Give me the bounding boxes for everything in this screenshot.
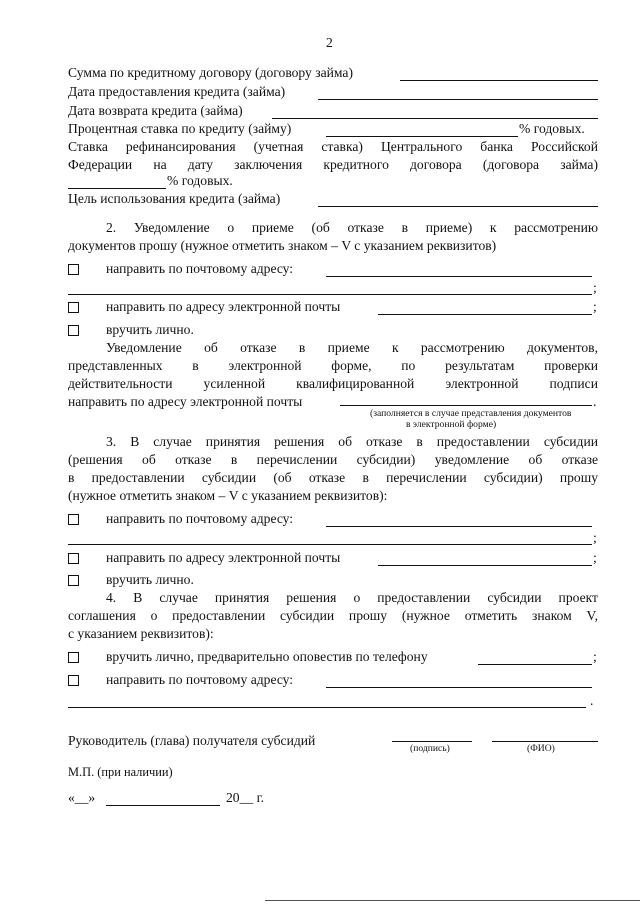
- section2-post-field-line2[interactable]: [68, 294, 592, 295]
- section2-email-checkbox[interactable]: [68, 302, 79, 313]
- section4-phone-checkbox[interactable]: [68, 652, 79, 663]
- scan-edge-line: [265, 900, 640, 901]
- page-number: 2: [326, 35, 333, 50]
- section4-post-field-line2[interactable]: [68, 707, 586, 708]
- section4-post-field[interactable]: [326, 687, 592, 688]
- section2-line1: 2. Уведомление о приеме (об отказе в приеме) к рассмотрению: [106, 220, 598, 235]
- section4-line3: с указанием реквизитов):: [68, 626, 214, 641]
- section4-post-checkbox[interactable]: [68, 675, 79, 686]
- section2-note-line2: в электронной форме): [406, 419, 497, 430]
- section3-hand-checkbox[interactable]: [68, 575, 79, 586]
- section2-email-label: направить по адресу электронной почты: [106, 299, 341, 314]
- section3-line1: 3. В случае принятия решения об отказе в предоставлении субсидии: [106, 434, 598, 449]
- loan-refi-field[interactable]: [68, 188, 166, 189]
- section2-notice-line1: Уведомление об отказе в приеме к рассмотрению документов,: [106, 340, 598, 355]
- signature-head-label: Руководитель (глава) получателя субсидий: [68, 733, 316, 748]
- loan-date-return-field[interactable]: [272, 118, 598, 119]
- loan-purpose-field[interactable]: [318, 206, 598, 207]
- section2-email-field[interactable]: [378, 314, 592, 315]
- loan-sum-label: Сумма по кредитному договору (договору займа): [68, 65, 353, 80]
- section4-phone-field[interactable]: [478, 664, 592, 665]
- loan-date-return-label: Дата возврата кредита (займа): [68, 103, 243, 118]
- section3-hand-label: вручить лично.: [106, 572, 194, 587]
- section2-line2: документов прошу (нужное отметить знаком – V с указанием реквизитов): [68, 238, 497, 253]
- period: .: [590, 693, 594, 708]
- section4-line2: соглашения о предоставлении субсидии прошу (нужное отметить знаком V,: [68, 608, 598, 623]
- date-year: 20__ г.: [226, 790, 265, 805]
- loan-date-issue-field[interactable]: [318, 99, 598, 100]
- semicolon: ;: [593, 649, 597, 664]
- section2-hand-label: вручить лично.: [106, 322, 194, 337]
- section3-email-field[interactable]: [378, 565, 592, 566]
- section2-notice-line3: действительности усиленной квалифицированной электронной подписи: [68, 376, 598, 391]
- loan-refi-suffix: % годовых.: [167, 173, 233, 188]
- section3-line3: в предоставлении субсидии (об отказе в перечислении субсидии) прошу: [68, 470, 598, 485]
- date-month-field[interactable]: [106, 805, 220, 806]
- semicolon: ;: [593, 280, 597, 295]
- semicolon: ;: [593, 299, 597, 314]
- section2-post-field[interactable]: [326, 276, 592, 277]
- section4-post-label: направить по почтовому адресу:: [106, 672, 294, 687]
- section3-post-label: направить по почтовому адресу:: [106, 511, 294, 526]
- section3-line4: (нужное отметить знаком – V с указанием реквизитов):: [68, 488, 388, 503]
- section2-post-label: направить по почтовому адресу:: [106, 261, 294, 276]
- semicolon: ;: [593, 550, 597, 565]
- section3-post-checkbox[interactable]: [68, 514, 79, 525]
- section3-email-checkbox[interactable]: [68, 553, 79, 564]
- section2-hand-checkbox[interactable]: [68, 325, 79, 336]
- section4-phone-label: вручить лично, предварительно оповестив по телефону: [106, 649, 428, 664]
- date-day: «__»: [68, 790, 96, 805]
- signature-sign-caption: (подпись): [410, 743, 450, 754]
- section2-notice-line4: направить по адресу электронной почты: [68, 394, 303, 409]
- loan-refi-line2: Федерации на дату заключения кредитного договора (договора займа): [68, 157, 598, 172]
- loan-purpose-label: Цель использования кредита (займа): [68, 191, 281, 206]
- loan-rate-label: Процентная ставка по кредиту (займу): [68, 121, 292, 136]
- section3-post-field-line2[interactable]: [68, 544, 592, 545]
- section2-note-line1: (заполняется в случае представления документов: [370, 408, 572, 419]
- section2-notice-email-field[interactable]: [340, 405, 592, 406]
- signature-sign-field[interactable]: [392, 741, 472, 742]
- section3-line2: (решения об отказе в перечислении субсидии) уведомление об отказе: [68, 452, 598, 467]
- section3-post-field[interactable]: [326, 526, 592, 527]
- loan-date-issue-label: Дата предоставления кредита (займа): [68, 84, 286, 99]
- section2-notice-line2: представленных в электронной форме, по результатам проверки: [68, 358, 598, 373]
- period: .: [593, 394, 597, 409]
- section3-email-label: направить по адресу электронной почты: [106, 550, 341, 565]
- loan-refi-line1: Ставка рефинансирования (учетная ставка) Центрального банка Российской: [68, 139, 598, 154]
- loan-rate-suffix: % годовых.: [519, 121, 585, 136]
- signature-name-field[interactable]: [492, 741, 598, 742]
- stamp-label: М.П. (при наличии): [68, 765, 173, 779]
- loan-sum-field[interactable]: [400, 80, 598, 81]
- section4-line1: 4. В случае принятия решения о предоставлении субсидии проект: [106, 590, 598, 605]
- semicolon: ;: [593, 530, 597, 545]
- loan-rate-field[interactable]: [326, 136, 518, 137]
- section2-post-checkbox[interactable]: [68, 264, 79, 275]
- signature-name-caption: (ФИО): [527, 743, 555, 754]
